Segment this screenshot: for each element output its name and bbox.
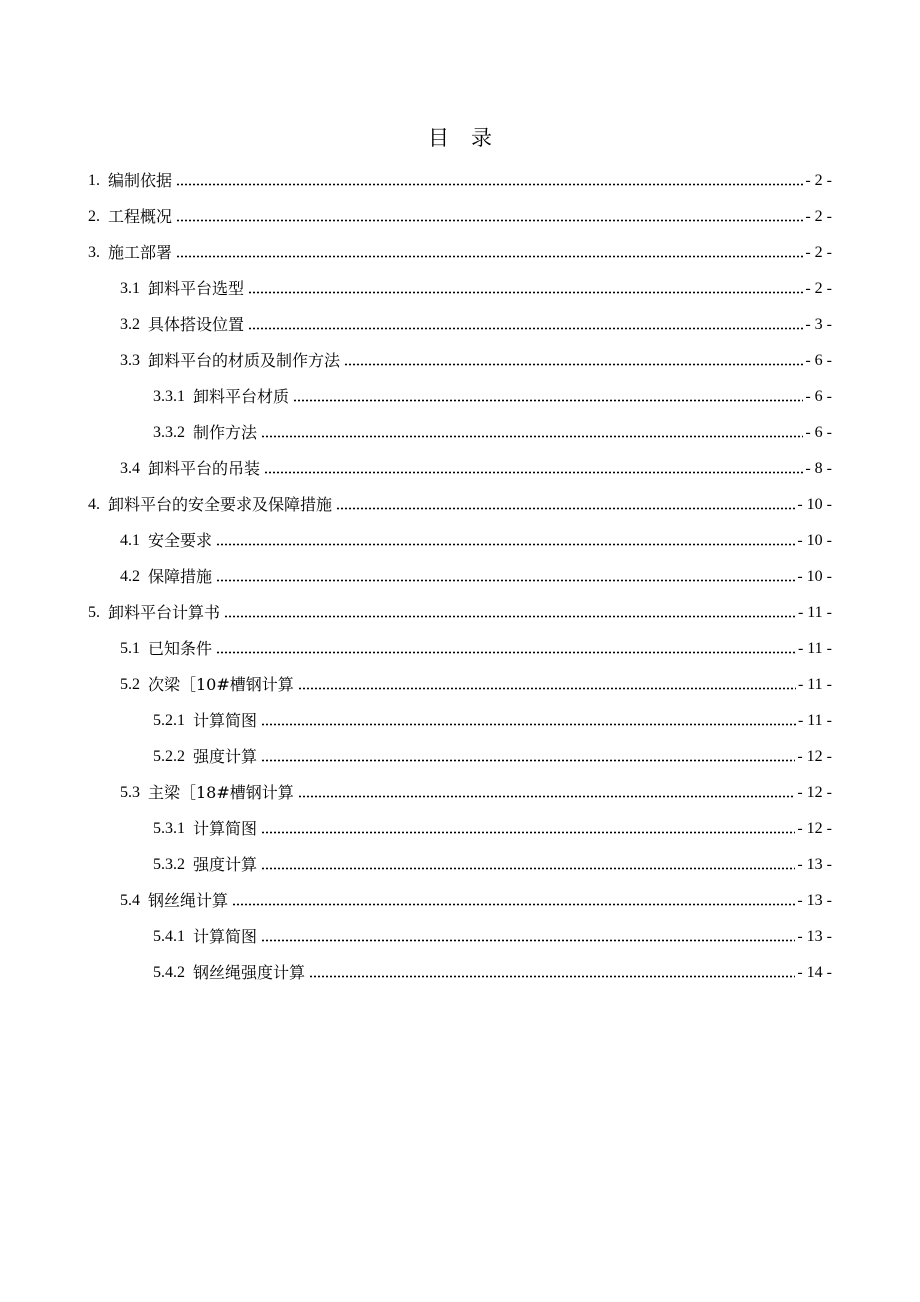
toc-entry-title: 钢丝绳计算 bbox=[148, 891, 229, 910]
toc-entry[interactable] bbox=[120, 525, 832, 551]
toc-dot-leader bbox=[232, 903, 795, 906]
toc-entry[interactable] bbox=[120, 633, 832, 659]
toc-entry[interactable] bbox=[153, 813, 832, 839]
toc-entry[interactable] bbox=[120, 273, 832, 299]
toc-title-char-1: 目 bbox=[428, 126, 449, 150]
toc-title bbox=[0, 122, 920, 152]
toc-entry-page: - 6 - bbox=[805, 424, 832, 441]
toc-dot-leader bbox=[224, 615, 796, 618]
toc-entry[interactable] bbox=[88, 489, 832, 515]
toc-entry-page: - 12 - bbox=[797, 748, 832, 765]
toc-dot-leader bbox=[176, 183, 803, 186]
toc-entry-number: 1. bbox=[88, 172, 100, 189]
toc-entry-number: 4.2 bbox=[120, 568, 140, 585]
toc-entry[interactable] bbox=[120, 885, 832, 911]
toc-entry-title: 计算简图 bbox=[193, 927, 258, 946]
toc-entry-page: - 10 - bbox=[797, 496, 832, 513]
toc-entry-number: 3. bbox=[88, 244, 100, 261]
toc-dot-leader bbox=[344, 363, 803, 366]
toc-entry-title: 制作方法 bbox=[193, 423, 258, 442]
toc-entry-title: 钢丝绳强度计算 bbox=[193, 963, 306, 982]
toc-entry[interactable] bbox=[153, 417, 832, 443]
toc-dot-leader bbox=[176, 219, 803, 222]
toc-entry-number: 3.4 bbox=[120, 460, 140, 477]
toc-entry-title: 施工部署 bbox=[108, 243, 173, 262]
toc-entry-title: 已知条件 bbox=[148, 639, 213, 658]
toc-entry-number: 5.4.2 bbox=[153, 964, 185, 981]
toc-entry-page: - 13 - bbox=[797, 892, 832, 909]
toc-entry-number: 4.1 bbox=[120, 532, 140, 549]
toc-entry-title: 卸料平台计算书 bbox=[108, 603, 221, 622]
toc-entry-page: - 11 - bbox=[797, 676, 832, 693]
toc-entry-title: 计算简图 bbox=[193, 819, 258, 838]
toc-entry[interactable] bbox=[88, 165, 832, 191]
toc-entry-number: 5.2 bbox=[120, 676, 140, 693]
toc-entry-number: 3.3.2 bbox=[153, 424, 185, 441]
toc-entry-number: 4. bbox=[88, 496, 100, 513]
toc-dot-leader bbox=[216, 651, 796, 654]
toc-entry[interactable] bbox=[153, 741, 832, 767]
toc-dot-leader bbox=[336, 507, 795, 510]
toc-entry-title: 卸料平台材质 bbox=[193, 387, 290, 406]
toc-dot-leader bbox=[216, 543, 795, 546]
toc-entry-number: 5. bbox=[88, 604, 100, 621]
toc-entry-page: - 12 - bbox=[797, 820, 832, 837]
toc-entry-page: - 2 - bbox=[805, 208, 832, 225]
toc-dot-leader bbox=[261, 723, 796, 726]
toc-entry-number: 3.2 bbox=[120, 316, 140, 333]
toc-entry-number: 2. bbox=[88, 208, 100, 225]
toc-entry-page: - 10 - bbox=[797, 568, 832, 585]
toc-entry-page: - 6 - bbox=[805, 388, 832, 405]
toc-entry-number: 5.1 bbox=[120, 640, 140, 657]
toc-entry[interactable] bbox=[88, 201, 832, 227]
toc-entry-page: - 13 - bbox=[797, 856, 832, 873]
toc-dot-leader bbox=[261, 435, 803, 438]
toc-entry[interactable] bbox=[120, 453, 832, 479]
toc-dot-leader bbox=[261, 939, 795, 942]
toc-entry-page: - 2 - bbox=[805, 244, 832, 261]
toc-entry-number: 3.1 bbox=[120, 280, 140, 297]
toc-title-char-2: 录 bbox=[471, 126, 492, 150]
toc-entry-title: 卸料平台选型 bbox=[148, 279, 245, 298]
toc-entry-page: - 11 - bbox=[797, 640, 832, 657]
toc-entry-page: - 6 - bbox=[805, 352, 832, 369]
toc-entry[interactable] bbox=[120, 561, 832, 587]
toc-entry-number: 3.3 bbox=[120, 352, 140, 369]
toc-entry-title: 次梁［10#槽钢计算 bbox=[148, 675, 294, 694]
toc-dot-leader bbox=[264, 471, 803, 474]
toc-entry-title: 卸料平台的材质及制作方法 bbox=[148, 351, 341, 370]
toc-entry-page: - 2 - bbox=[805, 280, 832, 297]
toc-dot-leader bbox=[261, 831, 795, 834]
toc-entry-number: 3.3.1 bbox=[153, 388, 185, 405]
toc-dot-leader bbox=[261, 759, 795, 762]
toc-entry-number: 5.4.1 bbox=[153, 928, 185, 945]
toc-dot-leader bbox=[176, 255, 803, 258]
toc-entry-page: - 8 - bbox=[805, 460, 832, 477]
toc-entry[interactable] bbox=[153, 705, 832, 731]
toc-entry-title: 工程概况 bbox=[108, 207, 173, 226]
toc-entry-title: 安全要求 bbox=[148, 531, 213, 550]
toc-entry-title: 强度计算 bbox=[193, 855, 258, 874]
toc-entry-title: 具体搭设位置 bbox=[148, 315, 245, 334]
toc-dot-leader bbox=[293, 399, 803, 402]
toc-dot-leader bbox=[248, 291, 803, 294]
toc-entry-page: - 11 - bbox=[797, 604, 832, 621]
toc-entry-page: - 3 - bbox=[805, 316, 832, 333]
toc-entry-title: 卸料平台的吊装 bbox=[148, 459, 261, 478]
toc-entry-number: 5.2.2 bbox=[153, 748, 185, 765]
toc-dot-leader bbox=[216, 579, 795, 582]
toc-entry-page: - 11 - bbox=[797, 712, 832, 729]
toc-dot-leader bbox=[261, 867, 795, 870]
toc-entry-page: - 2 - bbox=[805, 172, 832, 189]
toc-dot-leader bbox=[248, 327, 803, 330]
toc-dot-leader bbox=[309, 975, 795, 978]
toc-entry-title: 保障措施 bbox=[148, 567, 213, 586]
toc-entry[interactable] bbox=[88, 597, 832, 623]
toc-entry[interactable] bbox=[153, 381, 832, 407]
toc-entry[interactable] bbox=[120, 345, 832, 371]
toc-entry-number: 5.2.1 bbox=[153, 712, 185, 729]
toc-entry-title: 主梁［18#槽钢计算 bbox=[148, 783, 294, 802]
toc-entry-title: 计算简图 bbox=[193, 711, 258, 730]
toc-entry-number: 5.3 bbox=[120, 784, 140, 801]
toc-entry-page: - 12 - bbox=[797, 784, 832, 801]
toc-entry-number: 5.3.1 bbox=[153, 820, 185, 837]
toc-entry[interactable] bbox=[120, 669, 832, 695]
toc-entry[interactable] bbox=[120, 777, 832, 803]
toc-entry-page: - 10 - bbox=[797, 532, 832, 549]
toc-entry-number: 5.4 bbox=[120, 892, 140, 909]
toc-entry-page: - 14 - bbox=[797, 964, 832, 981]
toc-entry-number: 5.3.2 bbox=[153, 856, 185, 873]
toc-dot-leader bbox=[298, 687, 796, 690]
toc-entry[interactable] bbox=[153, 957, 832, 983]
toc-dot-leader bbox=[298, 795, 796, 798]
toc-entry-title: 卸料平台的安全要求及保障措施 bbox=[108, 495, 333, 514]
toc-entry[interactable] bbox=[153, 921, 832, 947]
toc-entry-title: 编制依据 bbox=[108, 171, 173, 190]
toc-entry[interactable] bbox=[153, 849, 832, 875]
toc-entry[interactable] bbox=[120, 309, 832, 335]
toc-entry-title: 强度计算 bbox=[193, 747, 258, 766]
toc-entry-page: - 13 - bbox=[797, 928, 832, 945]
toc-entry[interactable] bbox=[88, 237, 832, 263]
